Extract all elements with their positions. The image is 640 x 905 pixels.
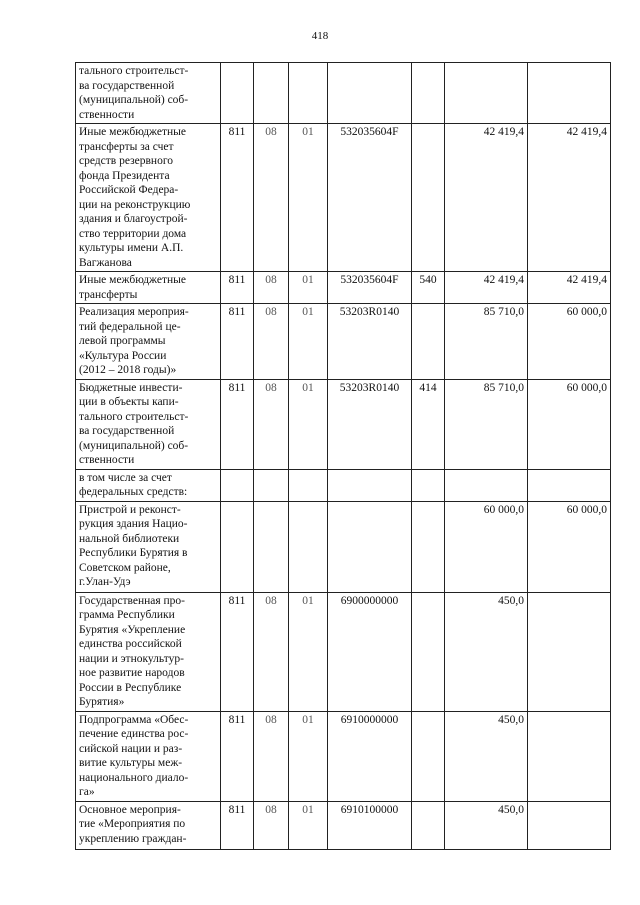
table-row [76,592,611,711]
target-article-code: 53203R0140 [328,304,412,380]
row-name: в том числе за счет федеральных средств: [76,469,221,501]
subsection-code [289,501,328,592]
section-code [254,469,289,501]
row-name: тального строительст- ва государственной (муниципальной) соб- ственности [76,63,221,124]
ministry-code [221,501,254,592]
amount-first [445,63,528,124]
subsection-code: 01 [289,304,328,380]
row-name: Пристрой и реконст- рукция здания Нацио- нальной библиотеки Республики Бурятия в Советском районе, г.Улан-Удэ [76,501,221,592]
subsection-code: 01 [289,379,328,469]
ministry-code [221,469,254,501]
ministry-code: 811 [221,304,254,380]
amount-first: 42 419,4 [445,124,528,272]
subsection-code: 01 [289,801,328,849]
amount-second: 60 000,0 [528,379,611,469]
row-name: Иные межбюджетные трансферты [76,272,221,304]
amount-second: 60 000,0 [528,304,611,380]
ministry-code: 811 [221,272,254,304]
row-name: Иные межбюджетные трансферты за счет средств резервного фонда Президента Российской Федера- ции на реконструкцию здания и благоустрой- ство территории дома культуры имени А.П. Вагжанова [76,124,221,272]
ministry-code: 811 [221,711,254,801]
row-name: Подпрограмма «Обес- печение единства рос- сийской нации и раз- витие культуры меж- национального диало- га» [76,711,221,801]
section-code: 08 [254,304,289,380]
target-article-code: 6910000000 [328,711,412,801]
amount-first: 85 710,0 [445,304,528,380]
table-row [76,379,611,469]
expense-type-code: 540 [412,272,445,304]
table-row [76,304,611,380]
row-name: Реализация мероприя- тий федеральной це- левой программы «Культура России (2012 – 2018 годы)» [76,304,221,380]
section-code [254,501,289,592]
table-row [76,124,611,272]
section-code: 08 [254,379,289,469]
row-name: Государственная про- грамма Республики Бурятия «Укрепление единства российской нации и этнокультур- ное развитие народов России в Республике Бурятия» [76,592,221,711]
target-article-code [328,63,412,124]
expense-type-code [412,469,445,501]
target-article-code: 53203R0140 [328,379,412,469]
expense-type-code: 414 [412,379,445,469]
amount-first: 450,0 [445,801,528,849]
target-article-code: 6900000000 [328,592,412,711]
amount-second [528,469,611,501]
subsection-code: 01 [289,124,328,272]
subsection-code: 01 [289,711,328,801]
target-article-code: 532035604F [328,272,412,304]
page-number: 418 [311,30,329,42]
subsection-code [289,63,328,124]
table-row [76,469,611,501]
expense-type-code [412,63,445,124]
row-name: Основное мероприя- тие «Мероприятия по укреплению граждан- [76,801,221,849]
amount-second [528,63,611,124]
expense-type-code [412,304,445,380]
target-article-code [328,469,412,501]
expense-type-code [412,711,445,801]
budget-table [75,62,611,850]
amount-second [528,801,611,849]
table-row [76,501,611,592]
section-code: 08 [254,592,289,711]
ministry-code: 811 [221,592,254,711]
row-name: Бюджетные инвести- ции в объекты капи- тального строительст- ва государственной (муниципальной) соб- ственности [76,379,221,469]
table-row [76,801,611,849]
expense-type-code [412,801,445,849]
table-row [76,711,611,801]
expense-type-code [412,124,445,272]
amount-second: 42 419,4 [528,124,611,272]
target-article-code: 532035604F [328,124,412,272]
subsection-code: 01 [289,272,328,304]
amount-first: 60 000,0 [445,501,528,592]
amount-first [445,469,528,501]
amount-first: 450,0 [445,711,528,801]
amount-second [528,592,611,711]
ministry-code: 811 [221,801,254,849]
subsection-code: 01 [289,592,328,711]
ministry-code: 811 [221,379,254,469]
subsection-code [289,469,328,501]
section-code: 08 [254,801,289,849]
amount-second: 42 419,4 [528,272,611,304]
target-article-code [328,501,412,592]
section-code [254,63,289,124]
target-article-code: 6910100000 [328,801,412,849]
section-code: 08 [254,711,289,801]
table-row [76,63,611,124]
expense-type-code [412,501,445,592]
ministry-code: 811 [221,124,254,272]
ministry-code [221,63,254,124]
section-code: 08 [254,272,289,304]
expense-type-code [412,592,445,711]
amount-first: 450,0 [445,592,528,711]
amount-second: 60 000,0 [528,501,611,592]
amount-first: 42 419,4 [445,272,528,304]
section-code: 08 [254,124,289,272]
amount-first: 85 710,0 [445,379,528,469]
table-row [76,272,611,304]
amount-second [528,711,611,801]
